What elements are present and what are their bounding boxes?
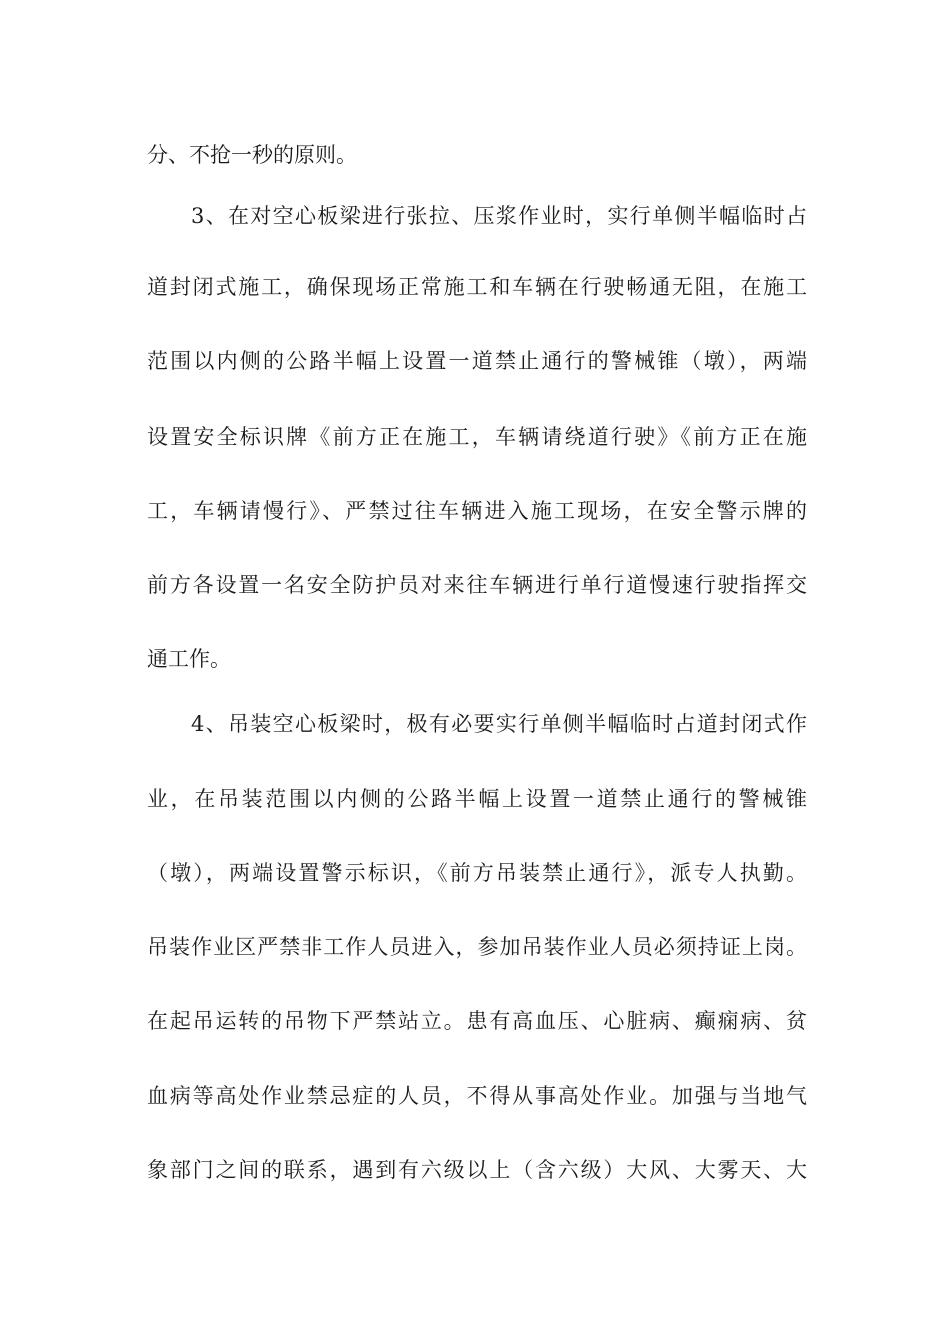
paragraph-4-line-5: 在起吊运转的吊物下严禁站立。患有高血压、心脏病、癫痫病、贫	[147, 1009, 807, 1033]
paragraph-4-line-2: 业，在吊装范围以内侧的公路半幅上设置一道禁止通行的警械锥	[147, 787, 807, 811]
paragraph-3-line-7: 通工作。	[147, 647, 231, 671]
paragraph-4-line-1: 4、吊装空心板梁时，极有必要实行单侧半幅临时占道封闭式作	[191, 712, 807, 736]
paragraph-4-line-6: 血病等高处作业禁忌症的人员，不得从事高处作业。加强与当地气	[147, 1084, 807, 1108]
paragraph-3-line-6: 前方各设置一名安全防护员对来往车辆进行单行道慢速行驶指挥交	[147, 573, 807, 597]
paragraph-3-line-2: 道封闭式施工，确保现场正常施工和车辆在行驶畅通无阻，在施工	[147, 275, 807, 299]
paragraph-3-line-4: 设置安全标识牌《前方正在施工，车辆请绕道行驶》《前方正在施	[147, 425, 807, 449]
paragraph-4-line-3: （墩），两端设置警示标识，《前方吊装禁止通行》，派专人执勤。	[147, 861, 807, 885]
paragraph-3-line-3: 范围以内侧的公路半幅上设置一道禁止通行的警械锥（墩），两端	[147, 349, 807, 373]
paragraph-3-line-5: 工，车辆请慢行》、严禁过往车辆进入施工现场，在安全警示牌的	[147, 499, 807, 523]
paragraph-3-line-1: 3、在对空心板梁进行张拉、压浆作业时，实行单侧半幅临时占	[191, 204, 807, 228]
paragraph-4-line-4: 吊装作业区严禁非工作人员进入，参加吊装作业人员必须持证上岗。	[147, 935, 807, 959]
paragraph-4-line-7: 象部门之间的联系，遇到有六级以上（含六级）大风、大雾天、大	[147, 1158, 807, 1182]
text-line-1: 分、不抢一秒的原则。	[147, 143, 357, 167]
